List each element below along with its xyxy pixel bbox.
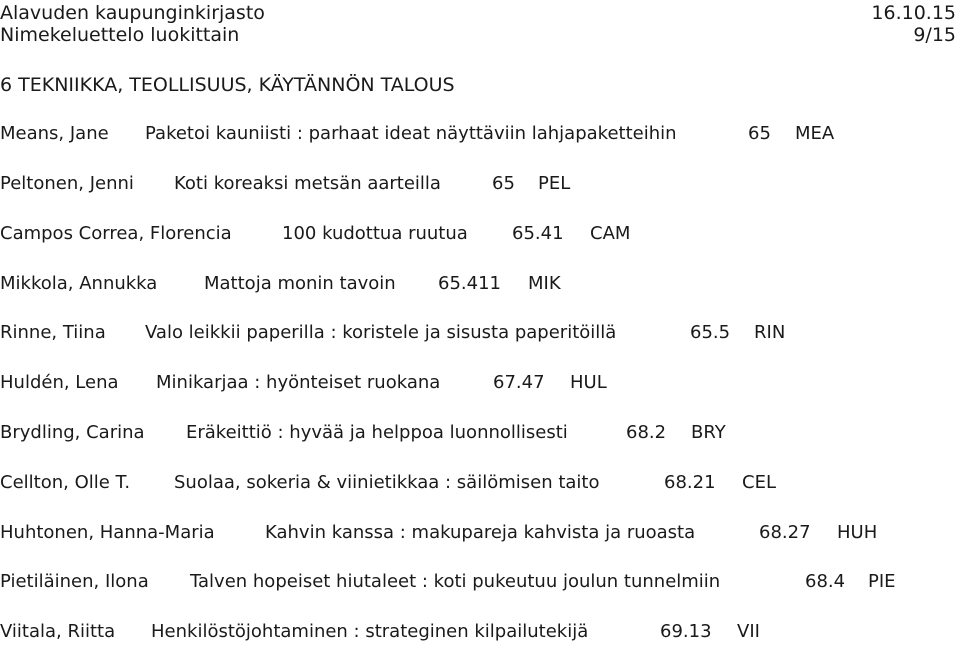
entry-title: 100 kudottua ruutua (282, 223, 468, 244)
entry-code: VII (737, 621, 760, 642)
entry-title: Eräkeittiö : hyvää ja helppoa luonnollisesti (186, 422, 568, 443)
entry-author: Huldén, Lena (0, 372, 119, 393)
entry-author: Cellton, Olle T. (0, 472, 131, 493)
entry-code: PEL (538, 173, 571, 194)
entry-code: HUH (837, 522, 878, 543)
entry-class: 65 (492, 173, 515, 194)
entry-class: 69.13 (660, 621, 712, 642)
entry-class: 65.5 (690, 322, 731, 343)
entry-author: Peltonen, Jenni (0, 173, 134, 194)
entry-code: CAM (590, 223, 631, 244)
entry-title: Henkilöstöjohtaminen : strateginen kilpailutekijä (151, 621, 589, 642)
entry-title: Valo leikkii paperilla : koristele ja sisusta paperitöillä (145, 322, 617, 343)
entry-author: Rinne, Tiina (0, 322, 106, 343)
entry-author: Mikkola, Annukka (0, 273, 158, 294)
entry-code: RIN (754, 322, 786, 343)
entry-title: Koti koreaksi metsän aarteilla (174, 173, 441, 194)
entry-author: Viitala, Riitta (0, 621, 116, 642)
entry-class: 68.27 (759, 522, 811, 543)
entry-code: CEL (742, 472, 776, 493)
section-title: 6 TEKNIIKKA, TEOLLISUUS, KÄYTÄNNÖN TALOUS (0, 74, 455, 96)
entry-code: MEA (795, 123, 835, 144)
entry-title: Paketoi kauniisti : parhaat ideat näyttäviin lahjapaketteihin (145, 123, 677, 144)
entry-code: PIE (868, 571, 896, 592)
entry-author: Brydling, Carina (0, 422, 145, 443)
entry-code: HUL (570, 372, 607, 393)
entry-author: Means, Jane (0, 123, 109, 144)
entry-class: 65.41 (512, 223, 564, 244)
entry-title: Minikarjaa : hyönteiset ruokana (156, 372, 441, 393)
entry-class: 68.21 (664, 472, 716, 493)
entry-title: Talven hopeiset hiutaleet : koti pukeutuu joulun tunnelmiin (190, 571, 721, 592)
library-name: Alavuden kaupunginkirjasto (0, 2, 265, 24)
entry-code: BRY (691, 422, 726, 443)
entry-author: Pietiläinen, Ilona (0, 571, 149, 592)
list-title: Nimekeluettelo luokittain (0, 24, 240, 46)
entry-code: MIK (528, 273, 561, 294)
header-row-2 (0, 22, 956, 48)
report-date: 16.10.15 (871, 2, 956, 24)
entry-author: Huhtonen, Hanna-Maria (0, 522, 215, 543)
entry-title: Mattoja monin tavoin (204, 273, 396, 294)
page-number: 9/15 (913, 24, 956, 46)
entry-class: 67.47 (493, 372, 545, 393)
entry-title: Suolaa, sokeria & viinietikkaa : säilömisen taito (174, 472, 600, 493)
entry-class: 65.411 (438, 273, 501, 294)
entry-class: 65 (748, 123, 771, 144)
entry-author: Campos Correa, Florencia (0, 223, 232, 244)
entry-class: 68.2 (626, 422, 667, 443)
entry-title: Kahvin kanssa : makupareja kahvista ja ruoasta (265, 522, 696, 543)
entry-class: 68.4 (805, 571, 846, 592)
